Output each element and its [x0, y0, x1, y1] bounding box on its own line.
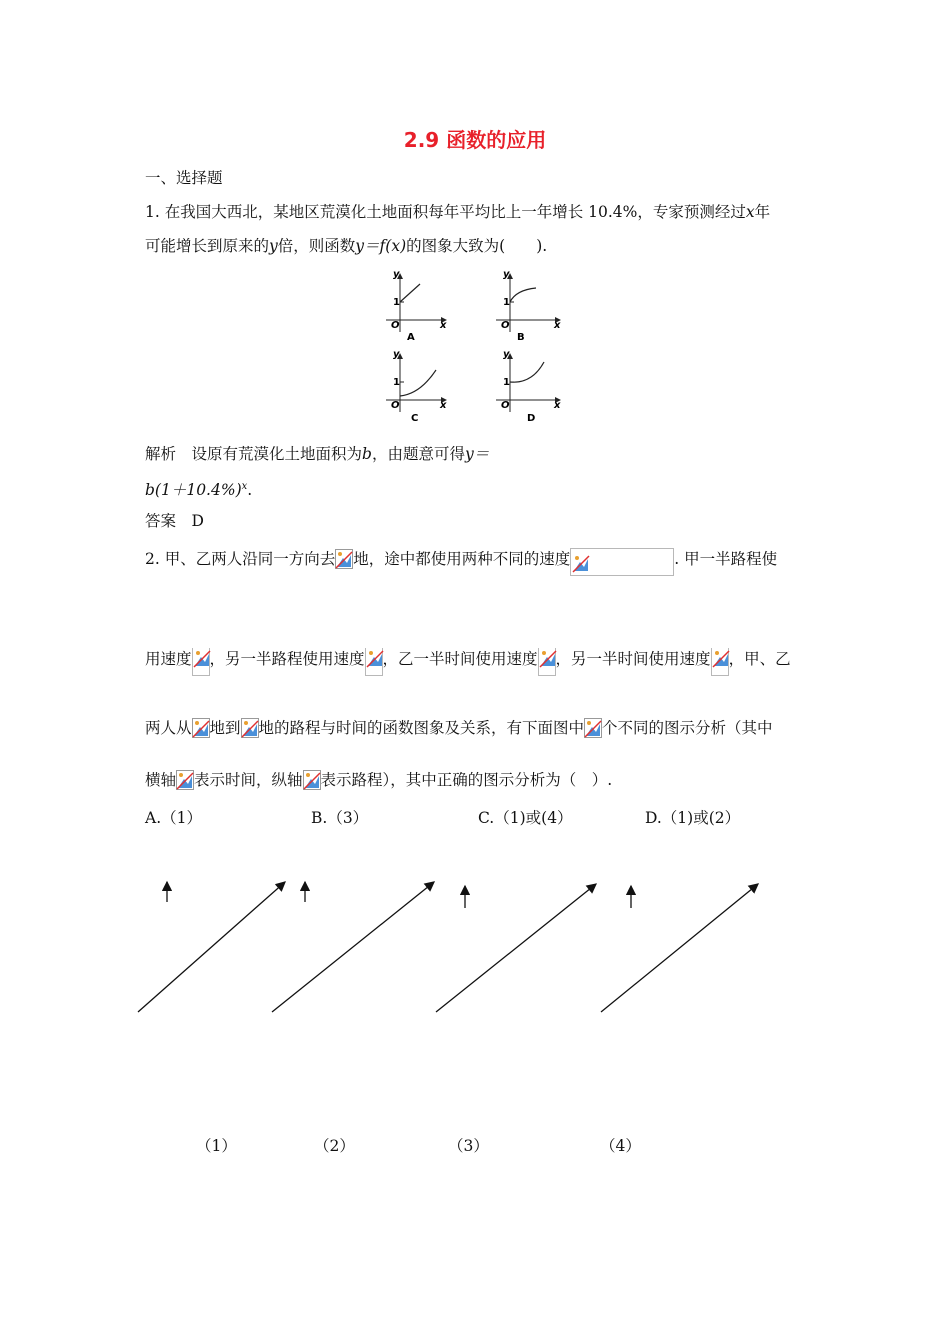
- option-d: D.（1)或(2）: [645, 809, 741, 827]
- broken-image-icon: [570, 548, 674, 576]
- analysis-y: y＝: [464, 445, 490, 463]
- figure-label-1: （1）: [196, 1137, 237, 1155]
- figure-4-line: [601, 884, 758, 1012]
- graph-c-curve: [400, 370, 436, 396]
- section-heading: 一、选择题: [145, 169, 223, 187]
- q2-text: 个不同的图示分析（其中: [602, 719, 773, 737]
- graph-a-tick: 1: [393, 297, 400, 308]
- graph-d-y: y: [503, 349, 510, 360]
- graph-d-origin: O: [501, 400, 510, 411]
- figure-2-line: [272, 882, 434, 1012]
- q2-text: 地到: [209, 719, 241, 737]
- q2-text: 用速度: [145, 650, 192, 668]
- analysis-text: 解析 设原有荒漠化土地面积为: [145, 445, 363, 463]
- q1-line2: [145, 236, 547, 256]
- option-a: A.（1）: [145, 809, 202, 827]
- analysis-text: ，由题意可得: [371, 445, 465, 463]
- figure-1-line: [138, 882, 285, 1012]
- figure-1: [138, 882, 285, 1012]
- graph-d-curve: [510, 362, 544, 382]
- q2-text: ，另一半路程使用速度: [209, 650, 365, 668]
- q2-text: ，乙一半时间使用速度: [382, 650, 538, 668]
- figure-label-4: （4）: [600, 1137, 641, 1155]
- broken-image-icon: [241, 718, 259, 738]
- q2-line2: [145, 648, 791, 676]
- graph-b-x: x: [554, 320, 561, 331]
- figure-3: [436, 884, 596, 1012]
- q2-text: ，另一半时间使用速度: [555, 650, 711, 668]
- q1-text: 倍，则函数: [277, 237, 356, 255]
- q2-line1: [145, 548, 777, 576]
- q1-analysis-line1: [145, 444, 489, 464]
- graph-c-x: x: [440, 400, 447, 411]
- graph-b-label: B: [517, 332, 525, 343]
- broken-image-icon: [538, 648, 556, 676]
- q1-text: 1. 在我国大西北，某地区荒漠化土地面积每年平均比上一年增长 10.4%，专家预测经过: [145, 203, 746, 221]
- q2-line4: [145, 770, 612, 790]
- graph-b: [496, 269, 561, 343]
- graph-b-tick: 1: [503, 297, 510, 308]
- broken-image-icon: [365, 648, 383, 676]
- analysis-var-b: b: [362, 445, 372, 463]
- graph-d-tick: 1: [503, 377, 510, 388]
- q2-text: ，甲、乙: [728, 650, 791, 668]
- graph-c-origin: O: [391, 400, 400, 411]
- graph-d: [496, 349, 561, 424]
- option-c: C.（1)或(4）: [478, 809, 573, 827]
- graph-b-curve: [510, 288, 536, 302]
- broken-image-icon: [584, 718, 602, 738]
- analysis-end: .: [247, 481, 253, 500]
- q1-analysis-line2: [145, 477, 252, 500]
- graph-d-x: x: [554, 400, 561, 411]
- q1-answer: 答案 D: [145, 512, 204, 530]
- graph-c-label: C: [411, 413, 419, 424]
- graph-a-origin: O: [391, 320, 400, 331]
- graph-a-curve: [400, 284, 420, 302]
- q2-text: 地，途中都使用两种不同的速度: [353, 550, 571, 568]
- broken-image-icon: [192, 648, 210, 676]
- graph-a-x: x: [440, 320, 447, 331]
- q1-graph-grid: [380, 266, 570, 426]
- graph-c-y: y: [393, 349, 400, 360]
- q2-text: . 甲一半路程使: [674, 550, 778, 568]
- q2-text: 地的路程与时间的函数图象及关系，有下面图中: [258, 719, 585, 737]
- graph-b-origin: O: [501, 320, 510, 331]
- q2-text: 表示路程），其中正确的图示分析为（ ）.: [320, 771, 613, 789]
- analysis-formula: b(1＋10.4%): [145, 481, 242, 500]
- q1-line1: [145, 202, 770, 222]
- q2-text: 两人从: [145, 719, 192, 737]
- page-title: 2.9 函数的应用: [403, 128, 547, 152]
- q1-text: 可能增长到原来的: [145, 237, 270, 255]
- graph-a-label: A: [407, 332, 415, 343]
- graph-d-label: D: [527, 413, 536, 424]
- q2-text: 横轴: [145, 771, 177, 789]
- q2-text: 2. 甲、乙两人沿同一方向去: [145, 550, 336, 568]
- q1-function: y＝f(x): [355, 237, 407, 255]
- broken-image-icon: [192, 718, 210, 738]
- q1-var-x: x: [745, 203, 755, 221]
- figure-label-3: （3）: [448, 1137, 489, 1155]
- q1-text: 年: [754, 203, 771, 221]
- q2-line3: [145, 718, 773, 738]
- graph-a-y: y: [393, 269, 400, 280]
- graph-b-y: y: [503, 269, 510, 280]
- broken-image-icon: [335, 549, 353, 569]
- analysis-exponent: x: [241, 481, 248, 492]
- figure-4: [601, 884, 758, 1012]
- q2-text: 表示时间，纵轴: [194, 771, 303, 789]
- broken-image-icon: [176, 770, 194, 790]
- q1-text: 的图象大致为( ).: [406, 237, 548, 255]
- option-b: B.（3）: [311, 809, 369, 827]
- q1-var-y: y: [269, 237, 278, 255]
- figure-label-2: （2）: [314, 1137, 355, 1155]
- q2-figures: [120, 870, 780, 1030]
- broken-image-icon: [303, 770, 321, 790]
- broken-image-icon: [711, 648, 729, 676]
- graph-c-tick: 1: [393, 377, 400, 388]
- graph-a: [386, 269, 447, 343]
- figure-3-line: [436, 884, 596, 1012]
- graph-c: [386, 349, 447, 424]
- figure-2: [272, 882, 434, 1012]
